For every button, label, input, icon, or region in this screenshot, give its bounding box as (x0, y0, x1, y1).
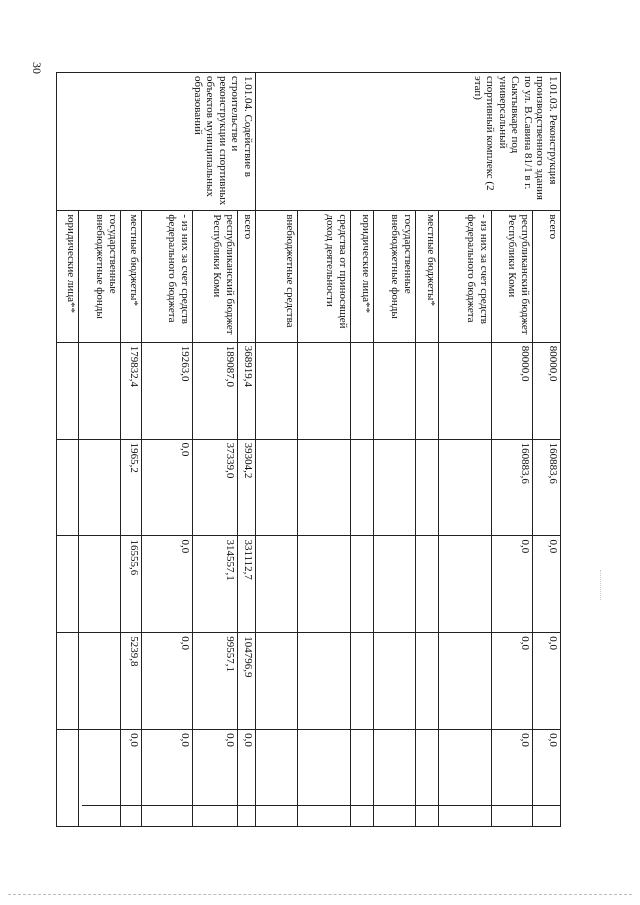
value-cell (416, 536, 439, 633)
value-cell: 37339,0 (193, 439, 238, 536)
value-cell (439, 439, 492, 536)
value-cell (374, 342, 416, 439)
value-cell: 314557,1 (193, 536, 238, 633)
value-cell (298, 342, 351, 439)
value-cell: 0,0 (142, 536, 193, 633)
table-row (533, 73, 561, 827)
source-cell: местные бюджеты* (121, 211, 142, 342)
value-cell: 0,0 (121, 730, 142, 827)
source-cell: юридические лица** (351, 211, 374, 342)
value-cell (374, 536, 416, 633)
value-cell (374, 633, 416, 730)
value-cell (256, 536, 298, 633)
table-row (238, 73, 256, 827)
value-cell: 0,0 (533, 536, 561, 633)
value-cell (374, 730, 416, 827)
value-cell (416, 730, 439, 827)
value-cell: 331112,7 (238, 536, 256, 633)
value-cell: 368919,4 (238, 342, 256, 439)
source-cell: - из них за счет средств федерального бюджета (142, 211, 193, 342)
value-cell: 0,0 (492, 536, 533, 633)
source-cell: местные бюджеты* (416, 211, 439, 342)
page-number: 30 (30, 62, 44, 74)
value-cell (439, 730, 492, 827)
source-cell: всего (238, 211, 256, 342)
value-cell: 99557,1 (193, 633, 238, 730)
value-cell (351, 342, 374, 439)
value-cell: 0,0 (492, 730, 533, 827)
value-cell: 16555,6 (121, 536, 142, 633)
value-cell: 0,0 (238, 730, 256, 827)
value-cell (79, 633, 121, 730)
value-cell (351, 536, 374, 633)
source-cell: внебюджетные средства (256, 211, 298, 342)
value-cell (256, 730, 298, 827)
value-cell: 0,0 (533, 633, 561, 730)
source-cell: государственные внебюджетные фонды (374, 211, 416, 342)
value-cell: 5239,8 (121, 633, 142, 730)
value-cell (57, 633, 79, 730)
value-cell (57, 536, 79, 633)
value-cell (416, 633, 439, 730)
rotated-table-container (65, 72, 561, 827)
value-cell: 179832,4 (121, 342, 142, 439)
value-cell: 80000,0 (492, 342, 533, 439)
value-cell (79, 730, 121, 827)
value-cell (57, 730, 79, 827)
source-cell: всего (533, 211, 561, 342)
value-cell: 0,0 (142, 439, 193, 536)
source-cell: - из них за счет средств федерального бюджета (439, 211, 492, 342)
value-cell (439, 536, 492, 633)
value-cell (79, 536, 121, 633)
value-cell (416, 439, 439, 536)
value-cell: 160883,6 (492, 439, 533, 536)
value-cell: 39304,2 (238, 439, 256, 536)
section-name-cell: 1.01.04. Содействие в строительстве и реконструкции спортивных объектов муниципальных образований (57, 73, 256, 211)
value-cell (298, 730, 351, 827)
value-cell (298, 633, 351, 730)
value-cell (256, 633, 298, 730)
value-cell (439, 633, 492, 730)
value-cell (351, 633, 374, 730)
value-cell (256, 342, 298, 439)
value-cell: 0,0 (142, 633, 193, 730)
bottom-rule (82, 805, 560, 806)
value-cell (351, 439, 374, 536)
value-cell (439, 342, 492, 439)
source-cell: республиканский бюджет Республики Коми (492, 211, 533, 342)
value-cell: 0,0 (142, 730, 193, 827)
scan-edge-mark (600, 570, 601, 600)
source-cell: государственные внебюджетные фонды (79, 211, 121, 342)
value-cell: 0,0 (193, 730, 238, 827)
value-cell (374, 439, 416, 536)
value-cell: 0,0 (492, 633, 533, 730)
value-cell (79, 439, 121, 536)
section-name-cell: 1.01.03. Реконструкция производственного здания по ул. В.Савина 81/1 в г. Сыктывкаре под универсальный спортивный комплекс (2 этап) (256, 73, 561, 211)
value-cell: 104796,9 (238, 633, 256, 730)
value-cell (57, 342, 79, 439)
value-cell (351, 730, 374, 827)
value-cell: 19263,0 (142, 342, 193, 439)
value-cell: 160883,6 (533, 439, 561, 536)
source-cell: республиканский бюджет Республики Коми (193, 211, 238, 342)
value-cell: 0,0 (533, 730, 561, 827)
value-cell (256, 439, 298, 536)
source-cell: юридические лица** (57, 211, 79, 342)
value-cell (298, 439, 351, 536)
source-cell: средства от приносящей доход деятельности (298, 211, 351, 342)
value-cell: 189087,0 (193, 342, 238, 439)
value-cell: 1965,2 (121, 439, 142, 536)
value-cell: 80000,0 (533, 342, 561, 439)
value-cell (298, 536, 351, 633)
value-cell (57, 439, 79, 536)
scan-edge-line (8, 894, 632, 895)
budget-table (56, 72, 561, 827)
value-cell (79, 342, 121, 439)
value-cell (416, 342, 439, 439)
